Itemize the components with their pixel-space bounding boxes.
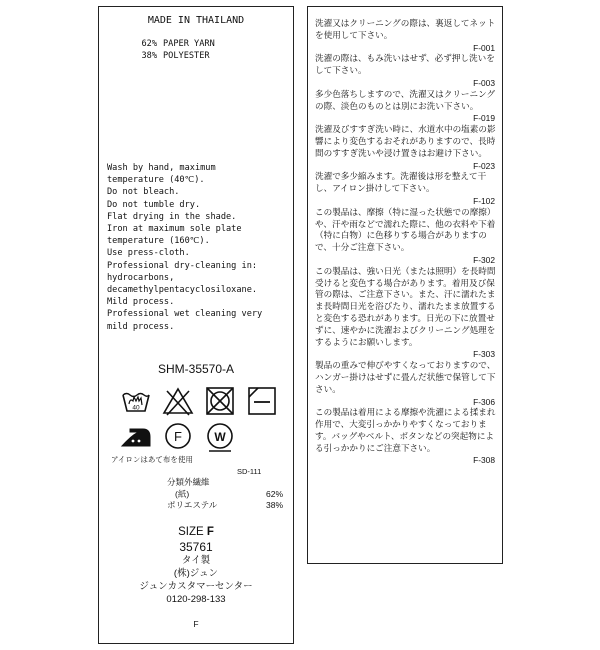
do-not-bleach-icon [161, 384, 195, 418]
do-not-tumble-dry-icon [203, 384, 237, 418]
caution-code: F-019 [473, 113, 495, 124]
svg-text:F: F [174, 429, 182, 444]
product-number: 35761 [179, 539, 213, 554]
caution-text: 洗濯又はクリーニングの際は、裏返してネットを使用して下さい。 [315, 19, 496, 41]
care-symbols-row-1 [119, 384, 279, 418]
iron-medium-icon [119, 419, 153, 453]
caution-text: 洗濯で多少縮みます。洗濯後は形を整えて干し、アイロン掛けして下さい。 [315, 172, 487, 195]
composition-row [125, 50, 215, 62]
blend-row [163, 489, 283, 501]
left-care-label [98, 6, 294, 644]
caution-code: F-303 [473, 349, 495, 360]
caution-block [315, 361, 499, 408]
composition-pct: 38% [141, 51, 157, 61]
size-block [99, 525, 293, 606]
caution-text: この製品は、強い日光（または照明）を長時間受けると変色する場合があります。着用及び保管の際は、ご注意下さい。また、汗に濡れたまま長時間日光を浴びたり、濡れたまま放置すると変色する恐れがあります。日光の下に放置せずに、速やかに洗濯およびクリーニング処理をするようにお願いします。 [315, 266, 496, 348]
support-center: ジュンカスタマーセンター [139, 581, 253, 592]
caution-block [315, 208, 499, 267]
blend-pct: 38% [265, 500, 283, 510]
caution-block [315, 267, 499, 361]
caution-text: 製品の重みで伸びやすくなっておりますので、ハンガー掛けはせずに畳んだ状態で保管して下さい。 [315, 361, 496, 395]
svg-text:W: W [214, 430, 226, 444]
caution-code: F-003 [473, 77, 495, 88]
care-instructions-text: Wash by hand, maximum temperature (40℃). Do not bleach. Do not tumble dry. Flat drying in the shade. Iron at maximum sole plate temperature (160℃). Use press-cloth. Professional dry-cleaning in: hydrocarbons, decamethylpentacyclosiloxane. Mild process. Professional wet cleaning very mild process. [107, 163, 263, 332]
caution-block [315, 172, 499, 207]
caution-block [315, 90, 499, 125]
caution-text: 洗濯及びすすぎ洗い時に、水道水中の塩素の影響により変色するおそれがありますので、長時間のすすぎ洗いや浸け置きはお避け下さい。 [315, 125, 496, 159]
caution-code: F-302 [473, 254, 495, 265]
caution-text: 多少色落ちしますので、洗濯又はクリーニングの際、淡色のものとは別にお洗い下さい。 [315, 89, 496, 112]
composition-material: POLYESTER [163, 51, 210, 61]
composition-pct: 62% [141, 39, 157, 49]
iron-note: アイロンはあて布を使用 [111, 455, 193, 464]
blend-title: 分類外繊維 [167, 477, 210, 487]
caution-block [315, 19, 499, 54]
origin: タイ製 [181, 555, 211, 566]
company-name: (株)ジュン [173, 568, 219, 579]
composition-row [125, 38, 215, 50]
caution-block [315, 408, 499, 467]
blend-name: ポリエステル [167, 500, 218, 510]
blend-composition [163, 477, 283, 512]
size-value: F [206, 526, 214, 538]
caution-block [315, 54, 499, 89]
caution-text: この製品は、摩擦（特に湿った状態での摩擦）や、汗や雨などで濡れた際に、他の衣料や下着（特に白物）に色移りする場合がありますので、十分ご注意下さい。 [315, 207, 496, 254]
caution-code: F-306 [473, 396, 495, 407]
model-code: SHM-35570-A [157, 362, 235, 376]
fiber-composition [125, 38, 215, 62]
flat-dry-shade-icon [245, 384, 279, 418]
caution-code: F-023 [473, 160, 495, 171]
footer-mark: F [193, 619, 199, 629]
caution-text: この製品は着用による摩擦や洗濯による揉まれ作用で、大変引っかかりやすくなっております。バッグやベルト、ボタンなどの突起物による引っかかりにご注意下さい。 [315, 408, 496, 454]
caution-block [315, 125, 499, 172]
size-label: SIZE [178, 526, 204, 538]
hand-wash-40-icon [119, 384, 153, 418]
size-line [99, 525, 293, 540]
caution-code: F-308 [473, 455, 495, 466]
symbol-spacer [245, 419, 279, 453]
caution-text: 洗濯の際は、もみ洗いはせず、必ず押し洗いをして下さい。 [315, 54, 495, 77]
care-symbols-row-2 [119, 419, 279, 453]
phone-number: 0120-298-133 [166, 594, 226, 605]
blend-name: (紙) [175, 488, 190, 499]
dry-clean-f-icon [161, 419, 195, 453]
sd-code: SD-111 [237, 467, 262, 476]
wet-clean-w-icon [203, 419, 237, 453]
blend-pct: 62% [265, 488, 283, 499]
caution-notes [315, 19, 499, 467]
composition-material: PAPER YARN [163, 39, 215, 49]
blend-title-row [163, 477, 283, 489]
made-in-text: MADE IN THAILAND [147, 15, 245, 26]
caution-code: F-001 [473, 42, 495, 53]
blend-row [163, 500, 283, 512]
right-care-label [307, 6, 503, 564]
svg-text:40: 40 [132, 404, 140, 412]
caution-code: F-102 [473, 195, 495, 206]
